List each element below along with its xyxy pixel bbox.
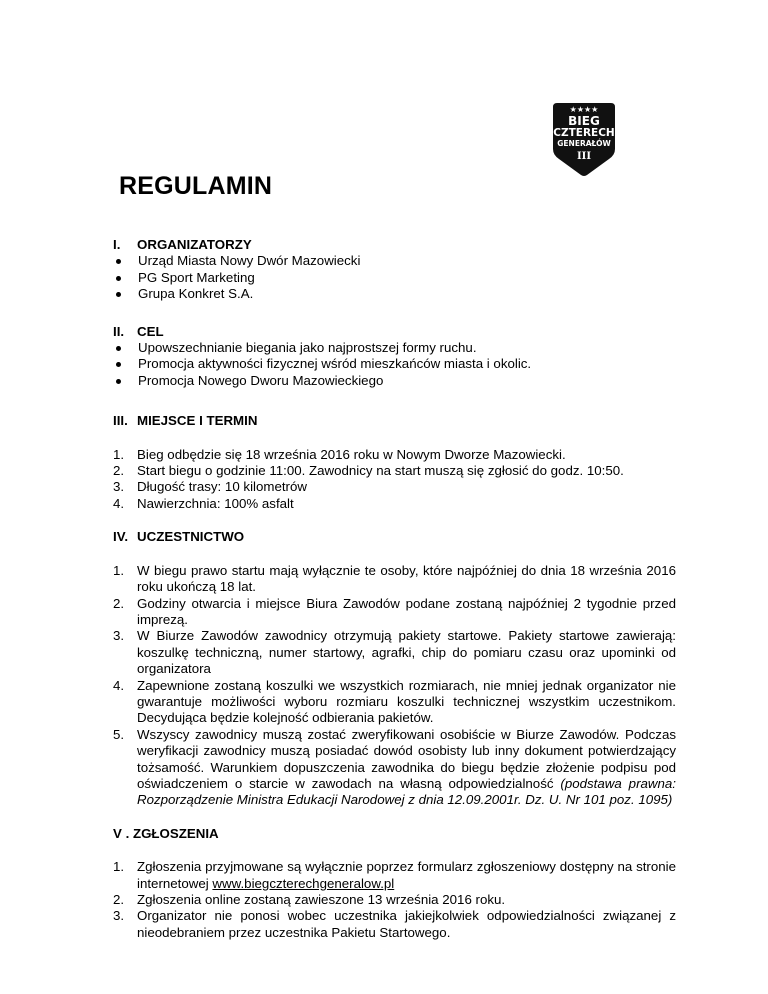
- section-heading-text: V . ZGŁOSZENIA: [113, 825, 219, 841]
- list-item: 3. W Biurze Zawodów zawodnicy otrzymują pakiety startowe. Pakiety startowe zawierają: koszulkę techniczną, numer startowy, agrafki, chip do pomiaru czasu oraz upominki od organizatora: [113, 628, 676, 677]
- list-item: 3. Organizator nie ponosi wobec uczestnika jakiejkolwiek odpowiedzialności związanej z nieodebraniem przez uczestnika Pakietu Startowego.: [113, 908, 676, 940]
- place-and-date-list: [113, 447, 676, 513]
- list-item: Upowszechnianie biegania jako najprostszej formy ruchu.: [113, 340, 676, 356]
- bullet-icon: [113, 270, 138, 286]
- section-number: III.: [113, 413, 128, 429]
- section-number: IV.: [113, 529, 129, 545]
- list-item: PG Sport Marketing: [113, 270, 676, 286]
- bullet-icon: [113, 253, 138, 269]
- legal-basis-note: (podstawa prawna: Rozporządzenie Ministra Edukacji Narodowej z dnia 12.09.2001r. Dz. U. Nr 101 poz. 1095): [137, 775, 676, 808]
- section-heading-text: MIEJSCE I TERMIN: [137, 413, 258, 429]
- section-number: I.: [113, 237, 121, 252]
- bullet-icon: [113, 356, 138, 372]
- section-miejsce-i-termin-heading: [113, 413, 676, 429]
- list-item: 5. Wszyscy zawodnicy muszą zostać zweryfikowani osobiście w Biurze Zawodów. Podczas weryfikacji zawodnicy muszą posiadać dowód osobisty lub inny dokument potwierdzający tożsamość. Warunkiem dopuszczenia zawodnika do biegu będzie złożenie podpisu pod oświadczeniem o starcie w zawodach na własną odpowiedzialność (podstawa prawna: Rozporządzenie Ministra Edukacji Narodowej z dnia 12.09.2001r. Dz. U. Nr 101 poz. 1095): [113, 726, 676, 808]
- list-item: 1. Zgłoszenia przyjmowane są wyłącznie poprzez formularz zgłoszeniowy dostępny na stronie internetowej www.biegczterechgeneralow.pl: [113, 859, 676, 891]
- document-content: [113, 237, 676, 941]
- list-item: 1. Bieg odbędzie się 18 września 2016 roku w Nowym Dworze Mazowiecki.: [113, 446, 566, 462]
- list-item: Urząd Miasta Nowy Dwór Mazowiecki: [113, 253, 676, 269]
- section-organizatorzy-heading: [113, 237, 676, 253]
- bullet-icon: [113, 373, 138, 389]
- registration-website-link[interactable]: www.biegczterechgeneralow.pl: [212, 875, 395, 891]
- logo-line-1: BIEG: [568, 114, 600, 128]
- logo-line-4: III: [576, 151, 592, 162]
- list-item: 4. Zapewnione zostaną koszulki we wszystkich rozmiarach, nie mniej jednak organizator nie gwarantuje możliwości wyboru rozmiaru koszulki technicznej wszystkim uczestnikom. Decydująca będzie kolejność odbierania pakietów.: [113, 677, 676, 726]
- section-heading-text: ORGANIZATORZY: [137, 237, 252, 252]
- goals-list: [113, 340, 676, 389]
- logo-line-2: CZTERECH: [553, 127, 615, 139]
- document-title: REGULAMIN: [119, 172, 273, 200]
- section-heading-text: UCZESTNICTWO: [137, 529, 245, 545]
- list-item: 2. Zgłoszenia online zostaną zawieszone 13 września 2016 roku.: [113, 892, 506, 907]
- bieg-czterech-generalow-logo: [551, 101, 617, 181]
- section-number: II.: [113, 323, 125, 339]
- participation-list: [113, 563, 676, 809]
- list-item: 2. Start biegu o godzinie 11:00. Zawodnicy na start muszą się zgłosić do godz. 10:50.: [113, 463, 624, 479]
- logo-stars: ★★★★: [569, 105, 599, 114]
- section-cel-heading: [113, 324, 676, 340]
- bullet-icon: [113, 340, 138, 356]
- list-item: Promocja Nowego Dworu Mazowieckiego: [113, 373, 676, 389]
- bullet-icon: [113, 286, 138, 302]
- list-item: 3. Długość trasy: 10 kilometrów: [113, 479, 307, 495]
- list-item: 1. W biegu prawo startu mają wyłącznie te osoby, które najpóźniej do dnia 18 września 2016 roku ukończą 18 lat.: [113, 562, 676, 595]
- section-zgloszenia-heading: [113, 826, 676, 842]
- organizers-list: [113, 253, 676, 302]
- list-item: Promocja aktywności fizycznej wśród mieszkańców miasta i okolic.: [113, 356, 676, 372]
- registration-list: [113, 859, 676, 941]
- section-uczestnictwo-heading: [113, 529, 676, 545]
- logo-line-3: GENERAŁÓW: [557, 139, 611, 148]
- list-item: 2. Godziny otwarcia i miejsce Biura Zawodów podane zostaną najpóźniej 2 tygodnie przed imprezą.: [113, 595, 676, 627]
- list-item: Grupa Konkret S.A.: [113, 286, 676, 302]
- list-item: 4. Nawierzchnia: 100% asfalt: [113, 495, 294, 511]
- section-heading-text: CEL: [137, 323, 164, 339]
